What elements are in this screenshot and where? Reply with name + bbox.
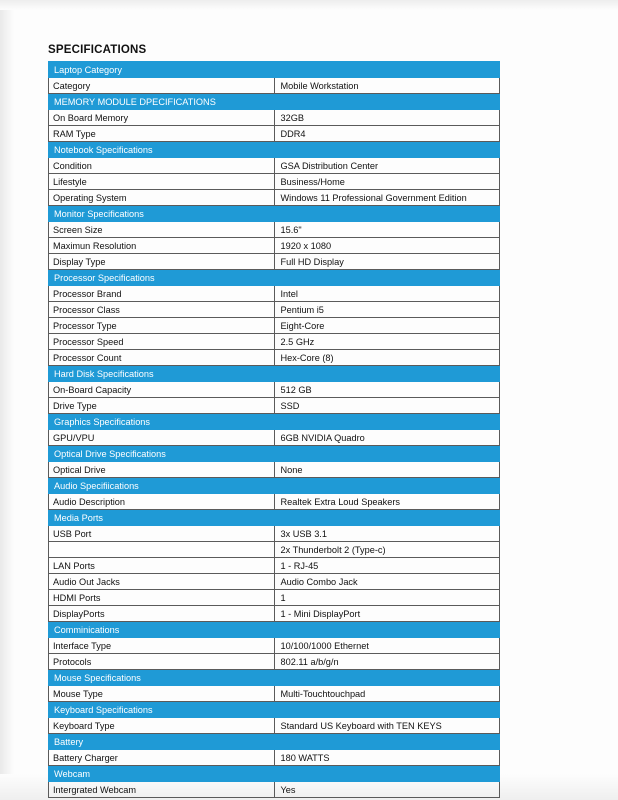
section-header-row [49, 702, 500, 718]
spec-value: 2x Thunderbolt 2 (Type-c) [274, 542, 500, 558]
table-row [49, 174, 500, 190]
spec-label: Intergrated Webcam [49, 782, 275, 798]
section-header-label: Processor Specifications [49, 270, 500, 286]
spec-value: 1 - RJ-45 [274, 558, 500, 574]
spec-label: USB Port [49, 526, 275, 542]
section-header-label: Webcam [49, 766, 500, 782]
table-row [49, 126, 500, 142]
table-row [49, 718, 500, 734]
section-header-row [49, 446, 500, 462]
spec-label: Processor Speed [49, 334, 275, 350]
spec-value: Multi-Touchtouchpad [274, 686, 500, 702]
spec-value: DDR4 [274, 126, 500, 142]
spec-value: Business/Home [274, 174, 500, 190]
section-header-row [49, 94, 500, 110]
spec-value: Yes [274, 782, 500, 798]
section-header-row [49, 622, 500, 638]
table-row [49, 110, 500, 126]
section-header-label: Graphics Specifications [49, 414, 500, 430]
spec-value: Audio Combo Jack [274, 574, 500, 590]
section-header-row [49, 670, 500, 686]
section-header-label: Monitor Specifications [49, 206, 500, 222]
table-row [49, 254, 500, 270]
spec-label: Audio Out Jacks [49, 574, 275, 590]
spec-label: Keyboard Type [49, 718, 275, 734]
table-row [49, 398, 500, 414]
spec-value: Hex-Core (8) [274, 350, 500, 366]
table-row [49, 238, 500, 254]
section-header-row [49, 62, 500, 78]
spec-label: Display Type [49, 254, 275, 270]
spec-label: HDMI Ports [49, 590, 275, 606]
table-row [49, 286, 500, 302]
table-row [49, 654, 500, 670]
spec-label: Audio Description [49, 494, 275, 510]
spec-value: 180 WATTS [274, 750, 500, 766]
spec-value: GSA Distribution Center [274, 158, 500, 174]
specifications-table [48, 61, 500, 798]
spec-label: Drive Type [49, 398, 275, 414]
section-header-label: Keyboard Specifications [49, 702, 500, 718]
spec-value: Pentium i5 [274, 302, 500, 318]
spec-value: 512 GB [274, 382, 500, 398]
spec-label: Interface Type [49, 638, 275, 654]
table-row [49, 222, 500, 238]
spec-label: Screen Size [49, 222, 275, 238]
spec-value: Eight-Core [274, 318, 500, 334]
spec-value: Windows 11 Professional Government Edition [274, 190, 500, 206]
spec-label [49, 542, 275, 558]
spec-label: DisplayPorts [49, 606, 275, 622]
spec-label: Processor Class [49, 302, 275, 318]
section-header-label: Battery [49, 734, 500, 750]
spec-label: On Board Memory [49, 110, 275, 126]
section-header-label: Audio Specifiications [49, 478, 500, 494]
section-header-label: Laptop Category [49, 62, 500, 78]
spec-label: On-Board Capacity [49, 382, 275, 398]
spec-label: RAM Type [49, 126, 275, 142]
spec-label: GPU/VPU [49, 430, 275, 446]
table-row [49, 686, 500, 702]
table-row [49, 782, 500, 798]
section-header-row [49, 142, 500, 158]
table-row [49, 462, 500, 478]
section-header-label: Notebook Specifications [49, 142, 500, 158]
spec-value: 1 [274, 590, 500, 606]
section-header-row [49, 414, 500, 430]
spec-label: Category [49, 78, 275, 94]
spec-value: 10/100/1000 Ethernet [274, 638, 500, 654]
table-row [49, 158, 500, 174]
spec-label: Protocols [49, 654, 275, 670]
table-row [49, 526, 500, 542]
table-row [49, 318, 500, 334]
table-row [49, 302, 500, 318]
spec-label: Lifestyle [49, 174, 275, 190]
spec-value: 1 - Mini DisplayPort [274, 606, 500, 622]
spec-value: 6GB NVIDIA Quadro [274, 430, 500, 446]
spec-label: Mouse Type [49, 686, 275, 702]
table-row [49, 190, 500, 206]
section-header-row [49, 510, 500, 526]
spec-value: 32GB [274, 110, 500, 126]
spec-value: Standard US Keyboard with TEN KEYS [274, 718, 500, 734]
spec-label: Processor Count [49, 350, 275, 366]
table-row [49, 638, 500, 654]
table-row [49, 750, 500, 766]
spec-value: SSD [274, 398, 500, 414]
spec-label: LAN Ports [49, 558, 275, 574]
section-header-label: Optical Drive Specifications [49, 446, 500, 462]
section-header-row [49, 270, 500, 286]
spec-value: 2.5 GHz [274, 334, 500, 350]
spec-label: Condition [49, 158, 275, 174]
spec-value: None [274, 462, 500, 478]
spec-value: Realtek Extra Loud Speakers [274, 494, 500, 510]
spec-label: Maximun Resolution [49, 238, 275, 254]
spec-value: 802.11 a/b/g/n [274, 654, 500, 670]
table-row [49, 382, 500, 398]
section-header-label: Mouse Specifications [49, 670, 500, 686]
table-row [49, 78, 500, 94]
scan-edge-top [0, 0, 618, 10]
section-header-row [49, 366, 500, 382]
spec-label: Processor Brand [49, 286, 275, 302]
spec-value: 1920 x 1080 [274, 238, 500, 254]
table-row [49, 430, 500, 446]
table-row [49, 590, 500, 606]
table-row [49, 558, 500, 574]
table-row [49, 574, 500, 590]
section-header-label: Hard Disk Specifications [49, 366, 500, 382]
document-content [48, 44, 500, 798]
section-header-label: Media Ports [49, 510, 500, 526]
spec-label: Battery Charger [49, 750, 275, 766]
table-row [49, 606, 500, 622]
section-header-label: MEMORY MODULE DPECIFICATIONS [49, 94, 500, 110]
page-title: SPECIFICATIONS [48, 44, 147, 56]
spec-value: Intel [274, 286, 500, 302]
table-row [49, 334, 500, 350]
spec-label: Operating System [49, 190, 275, 206]
section-header-row [49, 766, 500, 782]
table-row [49, 350, 500, 366]
scan-edge-left [0, 0, 14, 800]
spec-label: Processor Type [49, 318, 275, 334]
section-header-row [49, 478, 500, 494]
section-header-row [49, 206, 500, 222]
table-row [49, 494, 500, 510]
section-header-row [49, 734, 500, 750]
spec-value: 15.6" [274, 222, 500, 238]
section-header-label: Comminications [49, 622, 500, 638]
table-row [49, 542, 500, 558]
spec-value: Full HD Display [274, 254, 500, 270]
spec-label: Optical Drive [49, 462, 275, 478]
spec-value: Mobile Workstation [274, 78, 500, 94]
spec-value: 3x USB 3.1 [274, 526, 500, 542]
